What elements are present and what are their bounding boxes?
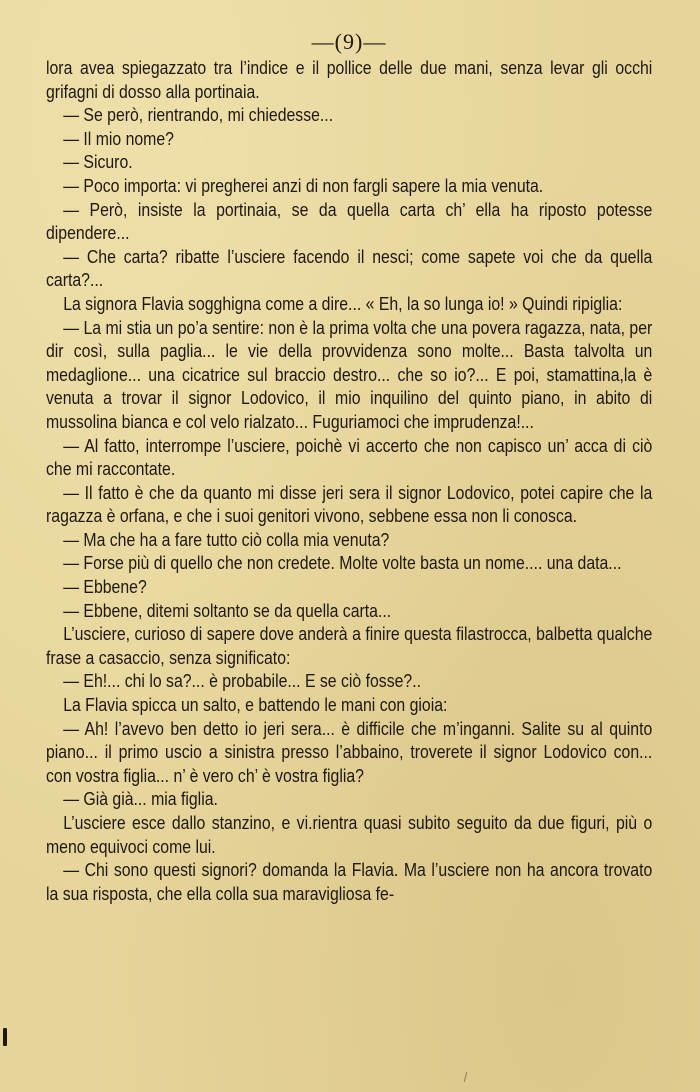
paragraph: — Il mio nome?: [63, 127, 174, 149]
paragraph: L’usciere esce dallo stanzino, e vi.rientra quasi subito seguito da due figuri, più o meno equivoci come lui.: [46, 812, 653, 857]
paragraph: — Ah! l’avevo ben detto io jeri sera... è difficile che m’inganni. Salite su al quinto piano... il primo uscio a sinistra presso l’abbaino, troverete il signor Lodovico con... con vostra figlia... n’ è vero ch’ è vostra figlia?: [46, 717, 653, 786]
paragraph: La Flavia spicca un salto, e battendo le mani con gioia:: [63, 694, 448, 716]
page-content: [46, 28, 652, 905]
paragraph: — Già già... mia figlia.: [63, 788, 218, 810]
bottom-ink-mark: [464, 1072, 468, 1082]
paragraph: — Forse più di quello che non credete. Molte volte basta un nome.... una data...: [63, 552, 622, 574]
paragraph: — Ebbene?: [63, 576, 147, 598]
paragraph: — Eh!... chi lo sa?... è probabile... E se ciò fosse?..: [63, 670, 422, 692]
page-number: —(9)—: [311, 29, 387, 54]
paragraph: — Che carta? ribatte l’usciere facendo il nesci; come sapete voi che da quella carta?...: [46, 245, 653, 291]
paragraph: — Ma che ha a fare tutto ciò colla mia venuta?: [63, 528, 390, 550]
paragraph: — Il fatto è che da quanto mi disse jeri sera il signor Lodovico, potei capire che la ragazza è orfana, e che i suoi genitori vivono, sebbene essa non li conosca.: [46, 481, 653, 527]
paragraph: — Sicuro.: [63, 151, 133, 173]
paragraph: — Però, insiste la portinaia, se da quella carta ch’ ella ha riposto potesse dipendere...: [46, 198, 653, 244]
paragraph: — Ebbene, ditemi soltanto se da quella carta...: [63, 599, 392, 621]
paragraph: — La mi stia un po’a sentire: non è la prima volta che una povera ragazza, nata, per dir così, sulla paglia... le vie della provvidenza sono molte... Basta talvolta un medaglione... una cicatrice sul braccio destro... che so io?... E poi, stamattina,la è venuta a trovar il signor Lodovico, il mio inquilino del quinto piano, in abito di mussolina bianca e col velo rialzato... Fuguriamoci che imprudenza!...: [46, 316, 653, 432]
text-body: [46, 56, 652, 905]
paragraph: L’usciere, curioso di sapere dove anderà a finire questa filastrocca, balbetta qualche frase a casaccio, senza significato:: [46, 623, 653, 668]
margin-ink-mark: [3, 1028, 7, 1046]
paragraph: La signora Flavia sogghigna come a dire... « Eh, la so lunga io! » Quindi ripiglia:: [63, 292, 623, 314]
paragraph: lora avea spiegazzato tra l’indice e il pollice delle due mani, senza levar gli occhi grifagni di dosso alla portinaia.: [46, 57, 653, 102]
paragraph: — Poco importa: vi pregherei anzi di non fargli sapere la mia venuta.: [63, 174, 544, 196]
paragraph: — Al fatto, interrompe l’usciere, poichè vi accerto che non capisco un’ acca di ciò che mi raccontate.: [46, 434, 653, 480]
paragraph: — Se però, rientrando, mi chiedesse...: [63, 104, 334, 126]
paragraph: — Chi sono questi signori? domanda la Flavia. Ma l’usciere non ha ancora trovato la sua risposta, che ella colla sua maravigliosa fe-: [46, 859, 653, 904]
